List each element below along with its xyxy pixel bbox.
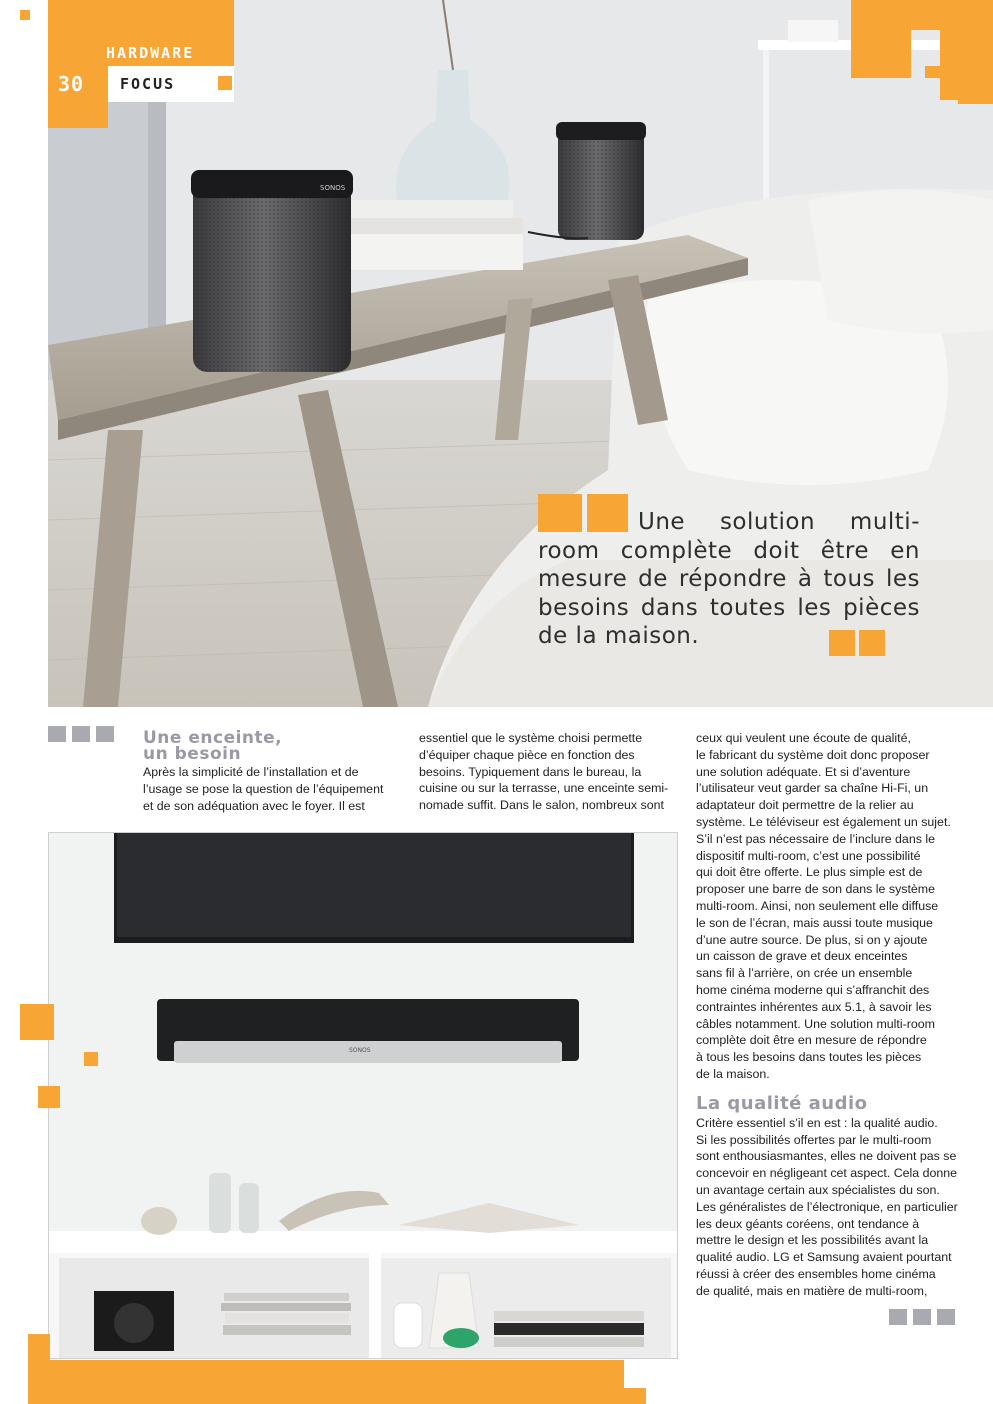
text-line: l’usage se pose la question de l’équipement bbox=[143, 781, 384, 796]
text-line: home cinéma moderne qui s’affranchit des bbox=[696, 982, 930, 997]
soundbar-photo bbox=[48, 832, 678, 1359]
text-line: à tous les besoins dans toutes les pièces bbox=[696, 1050, 922, 1065]
text-line: proposer une barre de son dans le système bbox=[696, 882, 936, 897]
text-line: nomade suffit. Dans le salon, nombreux sont bbox=[419, 798, 664, 813]
side-pixel-block bbox=[84, 1052, 98, 1066]
section-heading-qualite: La qualité audio bbox=[696, 1092, 868, 1114]
text-line: d’une autre source. De plus, si on y ajoute bbox=[696, 932, 928, 947]
corner-pixel-block bbox=[851, 30, 911, 78]
text-line: le fabricant du système doit donc proposer bbox=[696, 747, 930, 762]
text-line: d’équiper chaque pièce en fonction des bbox=[419, 747, 635, 762]
section-marker-square bbox=[48, 726, 66, 742]
quote-close-mark bbox=[859, 630, 885, 656]
corner-pixel-block bbox=[940, 30, 993, 100]
text-line: concevoir en négligeant cet aspect. Cela donne bbox=[696, 1166, 958, 1181]
text-line: multi-room. Ainsi, non seulement elle diffuse bbox=[696, 898, 939, 913]
text-line: ceux qui veulent une écoute de qualité, bbox=[696, 731, 911, 745]
article-column-1 bbox=[143, 764, 403, 814]
corner-pixel-block bbox=[958, 100, 993, 104]
article-column-2 bbox=[419, 730, 679, 814]
text-line: système. Le téléviseur est également un sujet. bbox=[696, 814, 951, 829]
text-line: adaptateur doit permettre de la relier au bbox=[696, 798, 914, 813]
section-heading-enceinte bbox=[143, 730, 282, 762]
text-line: complète doit être en mesure de répondre bbox=[696, 1033, 927, 1048]
text-line: un caisson de grave et deux enceintes bbox=[696, 949, 908, 964]
text-line: l’utilisateur veut garder sa chaîne Hi-Fi, un bbox=[696, 781, 929, 796]
pull-quote-text: Une solution multi-room complète doit être en mesure de répondre à tous les besoins dans toutes les pièces de la maison. bbox=[538, 509, 920, 649]
text-line: sans fil à l’arrière, on crée un ensemble bbox=[696, 966, 913, 981]
corner-pixel-block bbox=[925, 66, 940, 78]
text-line: une solution adéquate. Et si d’aventure bbox=[696, 764, 911, 779]
footer-bar bbox=[624, 1388, 646, 1404]
article-end-square bbox=[889, 1309, 907, 1325]
text-line: réussi à créer des ensembles home cinéma bbox=[696, 1266, 936, 1281]
text-line: de la maison. bbox=[696, 1066, 770, 1081]
text-line: un avantage certain aux spécialistes du son. bbox=[696, 1182, 940, 1197]
footer-bar bbox=[28, 1360, 624, 1404]
article-column-3 bbox=[696, 730, 964, 1300]
text-line: Si les possibilités offertes par le multi-room bbox=[696, 1132, 932, 1147]
text-line: le son de l’écran, mais aussi toute musique bbox=[696, 915, 933, 930]
text-line: Critère essentiel s’il en est : la qualité audio. bbox=[696, 1115, 938, 1130]
text-line: dispositif multi-room, c’est une possibilité bbox=[696, 848, 921, 863]
text-line: et de son adéquation avec le foyer. Il est bbox=[143, 798, 365, 813]
side-pixel-block bbox=[38, 1086, 60, 1108]
side-pixel-block bbox=[20, 1004, 54, 1040]
speaker-brand-text: SONOS bbox=[320, 184, 346, 192]
section-label-hardware: HARDWARE bbox=[106, 44, 195, 62]
text-line: mettre le design et les possibilités avant la bbox=[696, 1233, 929, 1248]
text-line: S’il n’est pas nécessaire de l’inclure dans le bbox=[696, 831, 935, 846]
section-heading-line2: un besoin bbox=[143, 744, 242, 764]
page-number: 30 bbox=[58, 72, 85, 96]
section-heading-line1: Une enceinte, bbox=[143, 728, 283, 748]
section-marker-square bbox=[72, 726, 90, 742]
text-line: les deux géants coréens, ont tendance à bbox=[696, 1216, 920, 1231]
article-end-square bbox=[913, 1309, 931, 1325]
text-line: Les généralistes de l’électronique, en particulier bbox=[696, 1199, 958, 1214]
text-line: Après la simplicité de l’installation et de bbox=[143, 765, 359, 779]
text-line: qui doit être offerte. Le plus simple est de bbox=[696, 865, 923, 880]
quote-close-mark bbox=[829, 630, 855, 656]
header-notch-small bbox=[20, 10, 30, 20]
text-line: essentiel que le système choisi permette bbox=[419, 731, 643, 745]
text-line: besoins. Typiquement dans le bureau, la bbox=[419, 764, 642, 779]
text-line: qualité audio. LG et Samsung avaient pourtant bbox=[696, 1250, 952, 1265]
text-line: contraintes inhérentes aux 5.1, à savoir les bbox=[696, 999, 932, 1014]
text-line: cuisine ou sur la terrasse, une enceinte semi- bbox=[419, 781, 669, 796]
soundbar-brand-text: SONOS bbox=[349, 1047, 371, 1054]
text-line: sont enthousiasmantes, elles ne doivent pas se bbox=[696, 1149, 957, 1164]
section-marker-square bbox=[96, 726, 114, 742]
section-label-focus: FOCUS bbox=[120, 75, 176, 93]
text-line: de qualité, mais en matière de multi-room, bbox=[696, 1283, 928, 1298]
text-line: câbles notamment. Une solution multi-room bbox=[696, 1016, 935, 1031]
corner-pixel-block bbox=[851, 0, 993, 30]
header-square-marker bbox=[218, 76, 232, 90]
tv-soundbar-illustration bbox=[49, 833, 678, 1359]
article-end-square bbox=[937, 1309, 955, 1325]
